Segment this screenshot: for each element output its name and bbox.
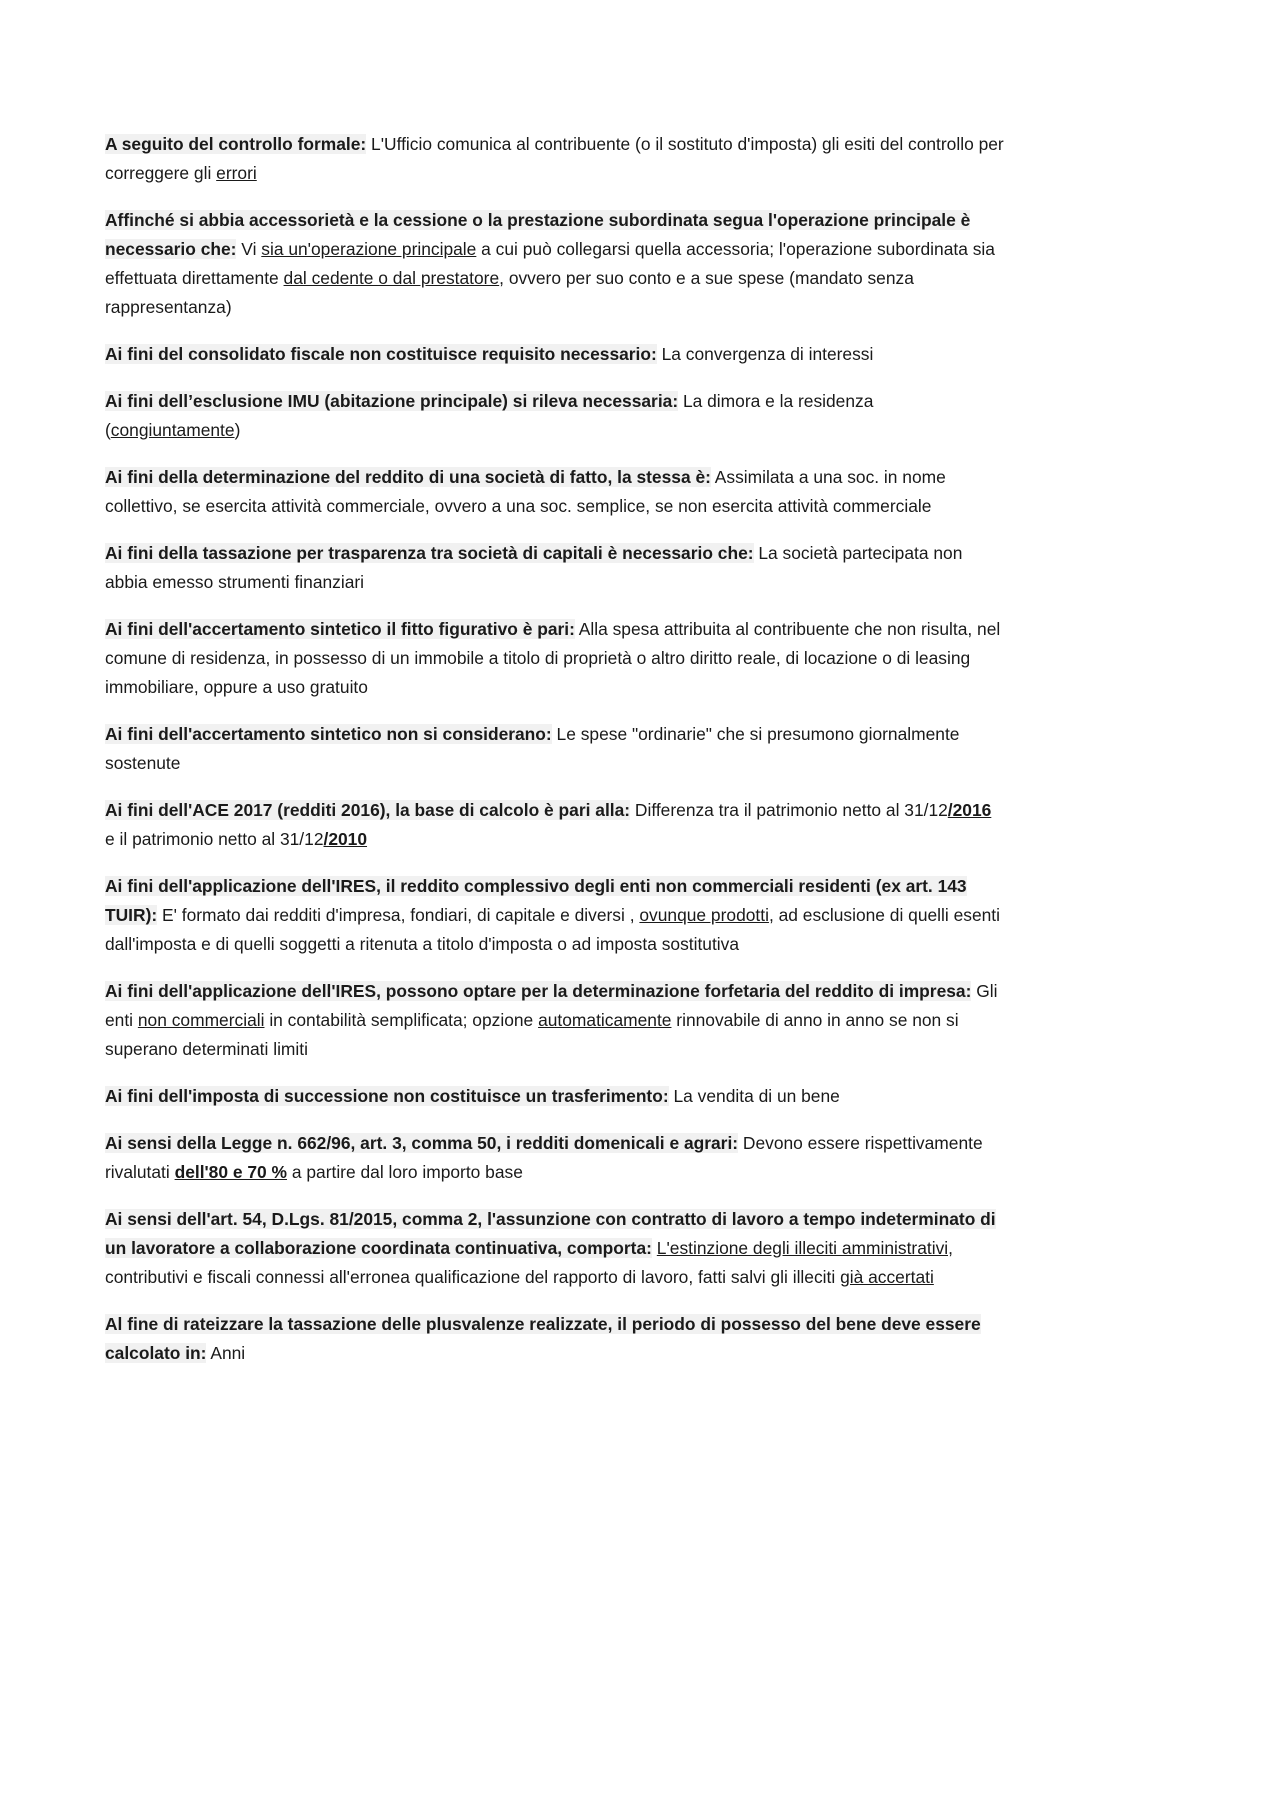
answer-text: La società partecipata non abbia emesso strumenti finanziari — [105, 543, 963, 592]
question-text: Ai fini dell'imposta di successione non costituisce un trasferimento: — [105, 1086, 669, 1106]
question-text: Ai fini dell'applicazione dell'IRES, il reddito complessivo degli enti non commerciali residenti (ex art. 143 TUIR): — [105, 876, 967, 925]
question-text: Ai fini dell'accertamento sintetico il fitto figurativo è pari: — [105, 619, 575, 639]
question-text: Ai fini dell'accertamento sintetico non si considerano: — [105, 724, 552, 744]
answer-text: contributivi e fiscali connessi all'erronea qualificazione del rapporto di lavoro, fatti salvi gli illeciti — [105, 1267, 841, 1287]
qa-entry — [105, 1082, 1005, 1111]
qa-entry — [105, 206, 1005, 322]
answer-text: ) — [234, 420, 241, 440]
answer-bold-underlined-text: /2016 — [947, 800, 992, 820]
qa-entry — [105, 1205, 1005, 1292]
qa-entry — [105, 872, 1005, 959]
answer-text: Differenza tra il patrimonio netto al 31/12 — [630, 800, 948, 820]
qa-entry — [105, 796, 1005, 854]
answer-text: Vi — [236, 239, 262, 259]
question-text: Affinché si abbia accessorietà e la cessione o la prestazione subordinata segua l'operazione principale è necessario che: — [105, 210, 971, 259]
answer-text: Assimilata a una soc. in nome collettivo, se esercita attività commerciale, ovvero a una soc. semplice, se non esercita attività commerciale — [105, 467, 946, 516]
qa-entry — [105, 130, 1005, 188]
question-text: Ai fini della determinazione del reddito di una società di fatto, la stessa è: — [105, 467, 711, 487]
question-text: Ai fini dell'applicazione dell'IRES, possono optare per la determinazione forfetaria del reddito di impresa: — [105, 981, 972, 1001]
answer-text: Le spese "ordinarie" che si presumono giornalmente sostenute — [105, 724, 960, 773]
answer-text: La vendita di un bene — [668, 1086, 840, 1106]
question-text: A seguito del controllo formale: — [105, 134, 367, 154]
qa-entry — [105, 340, 1005, 369]
qa-entry — [105, 387, 1005, 445]
answer-text: Gli enti — [105, 981, 998, 1030]
answer-text: a partire dal loro importo base — [287, 1162, 523, 1182]
qa-entry — [105, 977, 1005, 1064]
qa-entry — [105, 1310, 1005, 1368]
answer-underlined-text: già accertati — [840, 1267, 934, 1287]
answer-text: Devono essere rispettivamente rivalutati — [105, 1133, 983, 1182]
answer-text: a cui può collegarsi quella accessoria; l'operazione subordinata sia effettuata direttamente — [105, 239, 995, 288]
question-text: Ai sensi dell'art. 54, D.Lgs. 81/2015, comma 2, l'assunzione con contratto di lavoro a tempo indeterminato di un lavoratore a collaborazione coordinata continuativa, comporta: — [105, 1209, 996, 1258]
answer-text: rinnovabile di anno in anno se non si superano determinati limiti — [105, 1010, 959, 1059]
qa-entry — [105, 463, 1005, 521]
qa-entry — [105, 539, 1005, 597]
answer-text: Alla spesa attribuita al contribuente che non risulta, nel comune di residenza, in possesso di un immobile a titolo di proprietà o altro diritto reale, di locazione o di leasing immobiliare, oppure a uso gratuito — [105, 619, 1001, 697]
qa-entry — [105, 615, 1005, 702]
answer-text: , ovvero per suo conto e a sue spese (mandato senza rappresentanza) — [105, 268, 914, 317]
answer-text: L'Ufficio comunica al contribuente (o il sostituto d'imposta) gli esiti del controllo per correggere gli — [105, 134, 1004, 183]
answer-underlined-text: sia un'operazione principale — [261, 239, 477, 259]
answer-bold-underlined-text: /2010 — [323, 829, 368, 849]
answer-underlined-text: congiuntamente — [110, 420, 235, 440]
answer-text: E' formato dai redditi d'impresa, fondiari, di capitale e diversi , — [157, 905, 640, 925]
answer-text: La convergenza di interessi — [656, 344, 874, 364]
question-text: Ai fini dell’esclusione IMU (abitazione principale) si rileva necessaria: — [105, 391, 679, 411]
question-text: Ai sensi della Legge n. 662/96, art. 3, comma 50, i redditi domenicali e agrari: — [105, 1133, 739, 1153]
qa-entry — [105, 720, 1005, 778]
answer-text: e il patrimonio netto al 31/12 — [105, 829, 324, 849]
answer-underlined-text: dal cedente o dal prestatore — [283, 268, 500, 288]
document-body — [105, 130, 1005, 1386]
answer-underlined-text: errori — [216, 163, 257, 183]
question-text: Al fine di rateizzare la tassazione delle plusvalenze realizzate, il periodo di possesso del bene deve essere calcolato in: — [105, 1314, 981, 1363]
question-text: Ai fini della tassazione per trasparenza tra società di capitali è necessario che: — [105, 543, 754, 563]
answer-text: La dimora e la residenza ( — [105, 391, 874, 440]
answer-underlined-text: non commerciali — [137, 1010, 265, 1030]
answer-underlined-text: L'estinzione degli illeciti amministrativi, — [656, 1238, 953, 1258]
answer-text: in contabilità semplificata; opzione — [264, 1010, 539, 1030]
qa-entry — [105, 1129, 1005, 1187]
answer-text: , ad esclusione di quelli esenti dall'imposta e di quelli soggetti a ritenuta a titolo d'imposta o ad imposta sostitutiva — [105, 905, 1001, 954]
answer-bold-underlined-text: dell'80 e 70 % — [174, 1162, 288, 1182]
answer-text: Anni — [206, 1343, 246, 1363]
answer-underlined-text: ovunque prodotti — [639, 905, 769, 925]
answer-underlined-text: automaticamente — [538, 1010, 672, 1030]
question-text: Ai fini del consolidato fiscale non costituisce requisito necessario: — [105, 344, 657, 364]
question-text: Ai fini dell'ACE 2017 (redditi 2016), la base di calcolo è pari alla: — [105, 800, 631, 820]
